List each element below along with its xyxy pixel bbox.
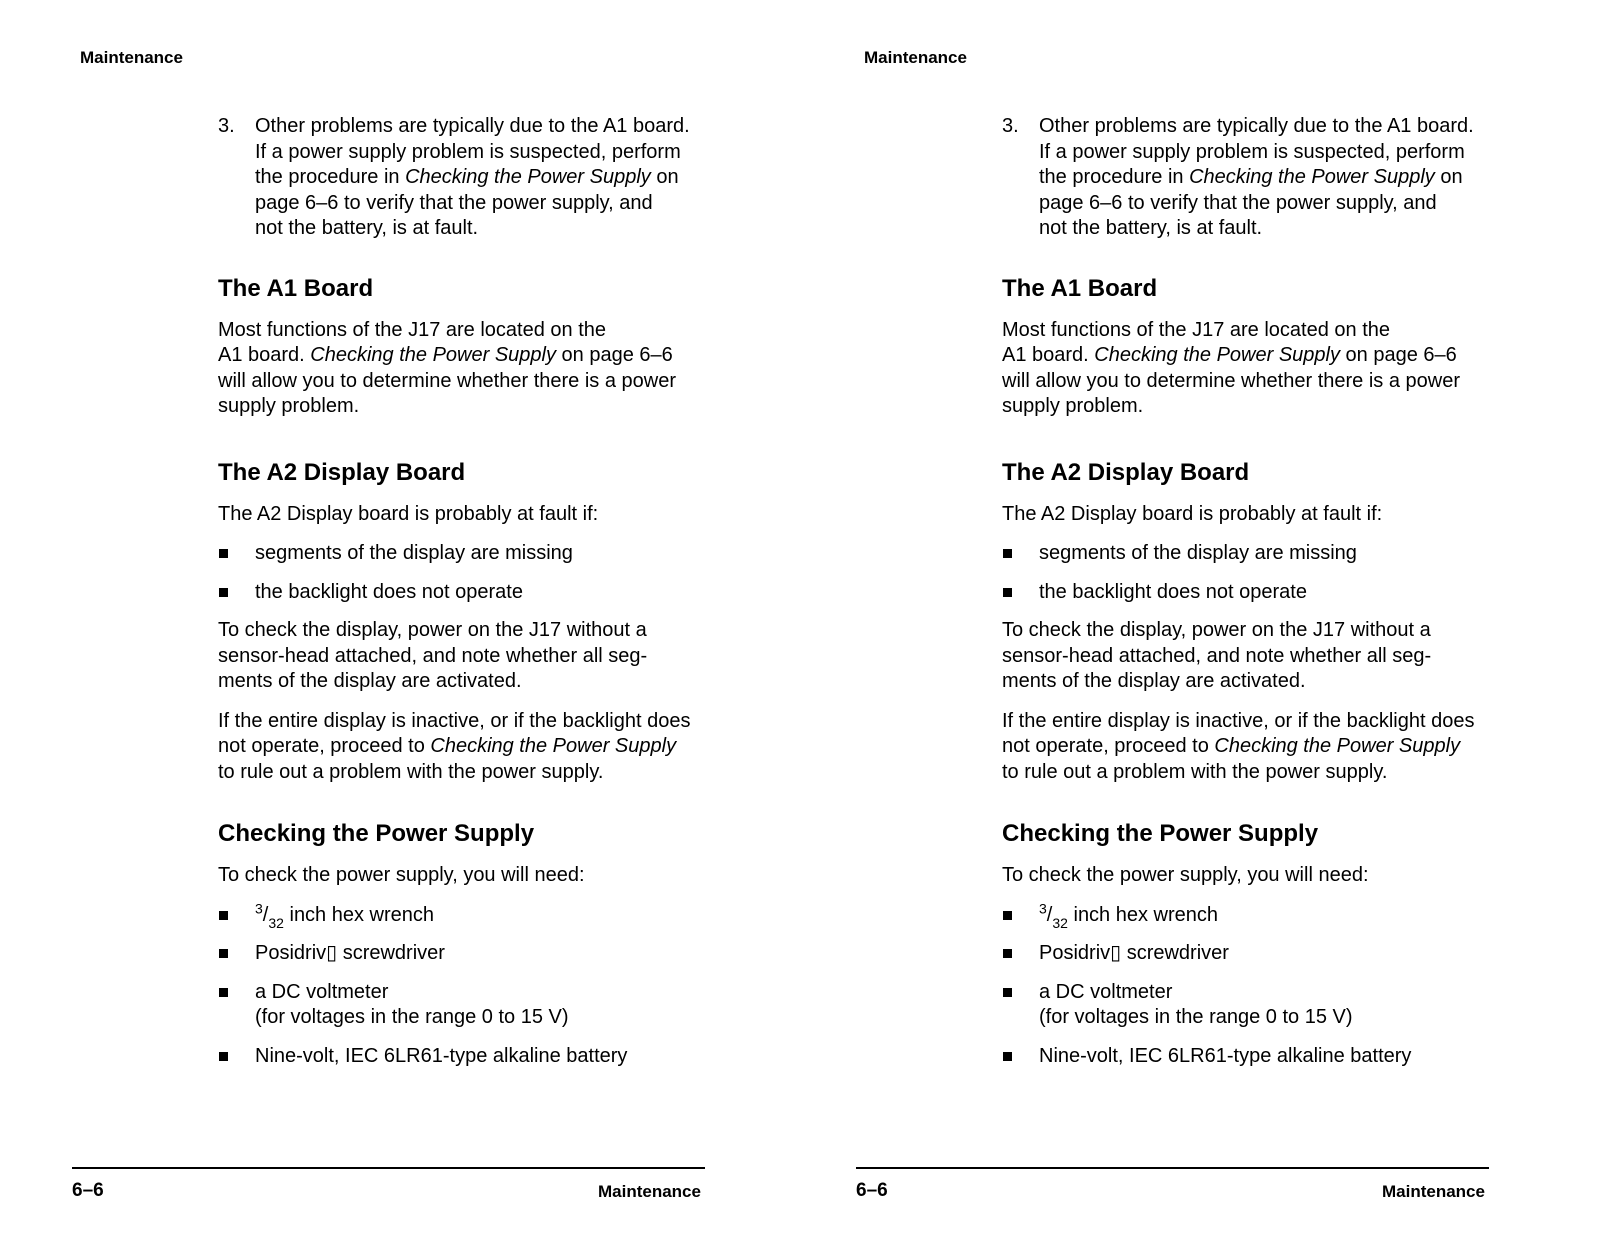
square-bullet-icon — [1003, 588, 1012, 597]
list-item-text: a DC voltmeter — [255, 980, 389, 1003]
square-bullet-icon — [219, 911, 228, 920]
fraction-denominator: 32 — [1052, 914, 1068, 931]
a2-check-paragraph — [218, 618, 718, 695]
a2-intro: The A2 Display board is probably at fault if: — [218, 502, 599, 525]
item-line: If a power supply problem is suspected, perform — [255, 140, 681, 163]
item-line: the procedure in — [255, 166, 406, 188]
square-bullet-icon — [219, 549, 228, 558]
item-number: 3. — [218, 115, 235, 137]
text-line: To check the display, power on the J17 without a — [218, 619, 647, 641]
text-line: ments of the display are activated. — [218, 670, 522, 692]
list-item — [218, 941, 718, 967]
power-intro: To check the power supply, you will need: — [1002, 864, 1369, 886]
text-line: to rule out a problem with the power supply. — [218, 760, 604, 783]
footer-title: Maintenance — [1382, 1182, 1485, 1201]
list-item-text: Posidriv▯ screwdriver — [1039, 942, 1229, 964]
item-line: on — [1434, 166, 1463, 188]
footer-rule — [856, 1167, 1489, 1169]
text-line: on page 6–6 — [556, 344, 673, 366]
item-line: not the battery, is at fault. — [255, 217, 479, 239]
item-line: page 6–6 to verify that the power supply, and — [255, 191, 653, 214]
section-heading-a1-board: The A1 Board — [218, 274, 374, 302]
text-line: sensor-head attached, and note whether all seg- — [1002, 644, 1432, 667]
item-number: 3. — [1002, 115, 1019, 137]
a2-intro: The A2 Display board is probably at fault if: — [1002, 502, 1383, 525]
a2-inactive-paragraph — [218, 709, 718, 786]
list-item — [1002, 899, 1502, 931]
square-bullet-icon — [219, 949, 228, 958]
text-line: If the entire display is inactive, or if the backlight does — [1002, 709, 1475, 732]
list-item-text: the backlight does not operate — [255, 580, 523, 603]
item-line: page 6–6 to verify that the power supply, and — [1039, 191, 1437, 214]
text-line: If the entire display is inactive, or if the backlight does — [218, 709, 691, 732]
square-bullet-icon — [219, 1052, 228, 1061]
numbered-item-3 — [218, 114, 718, 242]
list-item-text: (for voltages in the range 0 to 15 V) — [255, 1006, 569, 1028]
page-number: 6–6 — [72, 1180, 104, 1201]
running-head: Maintenance — [80, 48, 183, 67]
footer-title: Maintenance — [598, 1182, 701, 1201]
list-item-text: segments of the display are missing — [1039, 542, 1357, 564]
list-item-text: (for voltages in the range 0 to 15 V) — [1039, 1006, 1353, 1028]
fraction-numerator: 3 — [255, 899, 263, 916]
fraction-slash: / — [262, 903, 269, 926]
list-item — [218, 580, 718, 606]
fraction — [1039, 899, 1068, 931]
cross-reference: Checking the Power Supply — [1094, 344, 1340, 366]
list-item — [218, 541, 718, 567]
a1-paragraph — [218, 318, 718, 420]
body-column — [1002, 114, 1502, 1082]
list-item — [1002, 1044, 1502, 1070]
text-line: supply problem. — [218, 395, 360, 417]
section-heading-a1-board: The A1 Board — [1002, 274, 1158, 302]
fraction-numerator: 3 — [1039, 899, 1047, 916]
section-heading-power-supply: Checking the Power Supply — [218, 820, 535, 847]
manual-page-right — [784, 0, 1584, 1237]
item-line: not the battery, is at fault. — [1039, 217, 1263, 239]
text-line: supply problem. — [1002, 395, 1144, 417]
text-line: Most functions of the J17 are located on the — [218, 318, 607, 341]
list-item — [218, 1044, 718, 1070]
page-number: 6–6 — [856, 1180, 888, 1201]
numbered-item-3 — [1002, 114, 1502, 242]
list-item — [218, 899, 718, 931]
text-line: ments of the display are activated. — [1002, 670, 1306, 692]
list-item-text: inch hex wrench — [283, 903, 435, 926]
text-line: to rule out a problem with the power supply. — [1002, 760, 1388, 783]
cross-reference: Checking the Power Supply — [1189, 166, 1435, 188]
text-line: on page 6–6 — [1340, 344, 1457, 366]
a2-inactive-paragraph — [1002, 709, 1502, 786]
cross-reference: Checking the Power Supply — [310, 344, 556, 366]
square-bullet-icon — [1003, 549, 1012, 558]
list-item-text: Nine-volt, IEC 6LR61-type alkaline battery — [255, 1044, 628, 1067]
running-head: Maintenance — [864, 48, 967, 67]
square-bullet-icon — [219, 988, 228, 997]
section-heading-a2-display-board: The A2 Display Board — [218, 458, 466, 486]
list-item-text: Posidriv▯ screwdriver — [255, 942, 445, 964]
text-line: will allow you to determine whether there is a power — [1002, 369, 1460, 392]
text-line: Most functions of the J17 are located on the — [1002, 318, 1391, 341]
text-line: not operate, proceed to — [1002, 735, 1215, 757]
footer-rule — [72, 1167, 705, 1169]
item-line: on — [650, 166, 679, 188]
item-line: If a power supply problem is suspected, perform — [1039, 140, 1465, 163]
list-item-text: Nine-volt, IEC 6LR61-type alkaline battery — [1039, 1044, 1412, 1067]
cross-reference: Checking the Power Supply — [1214, 735, 1461, 757]
text-line: A1 board. — [1002, 344, 1095, 366]
list-item — [1002, 980, 1502, 1031]
item-line: Other problems are typically due to the A1 board. — [1039, 115, 1474, 137]
square-bullet-icon — [1003, 1052, 1012, 1061]
power-intro: To check the power supply, you will need: — [218, 864, 585, 886]
section-heading-power-supply: Checking the Power Supply — [1002, 820, 1319, 847]
square-bullet-icon — [1003, 911, 1012, 920]
text-line: will allow you to determine whether there is a power — [218, 369, 676, 392]
list-item — [218, 980, 718, 1031]
a1-paragraph — [1002, 318, 1502, 420]
body-column — [218, 114, 718, 1082]
item-line: the procedure in — [1039, 166, 1190, 188]
item-line: Other problems are typically due to the A1 board. — [255, 115, 690, 137]
cross-reference: Checking the Power Supply — [430, 735, 677, 757]
fraction-denominator: 32 — [268, 914, 284, 931]
a2-check-paragraph — [1002, 618, 1502, 695]
square-bullet-icon — [1003, 949, 1012, 958]
list-item-text: segments of the display are missing — [255, 542, 573, 564]
list-item-text: the backlight does not operate — [1039, 580, 1307, 603]
list-item-text: inch hex wrench — [1067, 903, 1219, 926]
text-line: sensor-head attached, and note whether all seg- — [218, 644, 648, 667]
list-item — [1002, 580, 1502, 606]
text-line: A1 board. — [218, 344, 311, 366]
cross-reference: Checking the Power Supply — [405, 166, 651, 188]
square-bullet-icon — [1003, 988, 1012, 997]
list-item — [1002, 541, 1502, 567]
list-item-text: a DC voltmeter — [1039, 980, 1173, 1003]
fraction-slash: / — [1046, 903, 1053, 926]
fraction — [255, 899, 284, 931]
text-line: not operate, proceed to — [218, 735, 431, 757]
text-line: To check the display, power on the J17 without a — [1002, 619, 1431, 641]
section-heading-a2-display-board: The A2 Display Board — [1002, 458, 1250, 486]
list-item — [1002, 941, 1502, 967]
square-bullet-icon — [219, 588, 228, 597]
